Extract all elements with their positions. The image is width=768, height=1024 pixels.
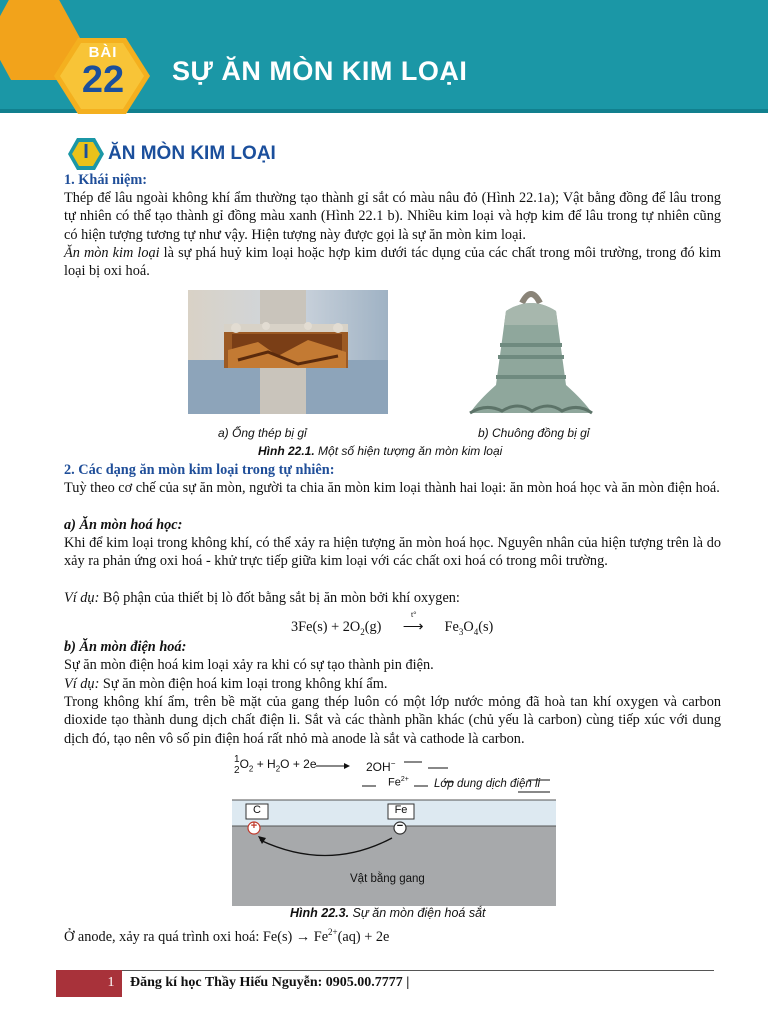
electro-definition: Sự ăn mòn điện hoá kim loại xảy ra khi có sự tạo thành pin điện. [64, 657, 434, 673]
equation-reactants: 3Fe(s) + 2O [291, 619, 361, 635]
equation-product-sub1: 3 [458, 626, 464, 637]
figure1-caption-a: a) Ống thép bị gỉ [218, 426, 307, 440]
anode-product-end: (aq) + 2e [337, 928, 390, 945]
footer-text: Đăng kí học Thầy Hiếu Nguyễn: 0905.00.7777 | [130, 975, 410, 990]
chemical-example [64, 589, 721, 607]
chemical-equation [291, 610, 494, 637]
concept-definition [64, 244, 721, 281]
electro-example-text: Sự ăn mòn điện hoá kim loại trong không khí ẩm. [99, 676, 388, 692]
definition-text: là sự phá huỷ kim loại hoặc hợp kim dưới tác dụng của các chất trong môi trường, trong đó kim loại bị oxi hoá. [64, 245, 721, 280]
equation-product-sub2: 4 [473, 626, 479, 637]
cathode-label: C [253, 804, 261, 816]
hydroxide-text: 2OH [366, 760, 391, 774]
equation-product-state: (s) [478, 619, 494, 635]
equation-arrow: t° ⟶ [402, 610, 424, 635]
anode-arrow: → [295, 928, 311, 945]
cast-iron-label: Vật bằng gang [350, 873, 425, 885]
anode-label: Fe [394, 804, 408, 816]
eq-o2: O [239, 757, 249, 772]
anode-process [64, 923, 721, 946]
types-heading: 2. Các dạng ăn mòn kim loại trong tự nhiên: [64, 462, 335, 478]
lesson-number: 22 [81, 59, 125, 101]
page-title: SỰ ĂN MÒN KIM LOẠI [172, 56, 468, 86]
equation-product: Fe [444, 619, 459, 635]
eq-o2-sub: 2 [248, 764, 254, 774]
eq-electrons: O + 2e [280, 757, 317, 772]
fraction-numerator: 1 [234, 754, 240, 765]
types-intro: Tuỳ theo cơ chế của sự ăn mòn, người ta chia ăn mòn kim loại thành hai loại: ăn mòn hoá học và ăn mòn điện hoá. [64, 480, 720, 496]
anode-product-charge: 2+ [328, 927, 338, 937]
figure1-caption [258, 444, 502, 458]
section-number: I [83, 141, 89, 163]
rusty-pipe-photo [188, 290, 388, 414]
figure3-caption [290, 906, 486, 920]
iron-ion-text: Fe [388, 776, 401, 789]
electro-example-label: Ví dụ: [64, 676, 100, 692]
figure1-caption-text: Một số hiện tượng ăn mòn kim loại [314, 444, 503, 458]
equation-state: (g) [364, 619, 382, 635]
lesson-label: BÀI [88, 44, 118, 61]
chemical-example-label: Ví dụ: [64, 590, 100, 606]
definition-term: Ăn mòn kim loại [64, 245, 160, 261]
footer-rule [56, 970, 714, 971]
figure1-label: Hình 22.1. [258, 444, 315, 458]
eq-h2o: + H [253, 757, 276, 772]
positive-terminal-icon: + [250, 820, 258, 832]
electro-text: Trong không khí ẩm, trên bề mặt của gang thép luôn có một lớp nước mỏng đã hoà tan khí oxygen và carbon dioxide tạo thành dung dịch chất điện li. Sắt và các thành phần khác (chủ yếu là carbon) cùng tiếp xúc với dung dịch đó, tạo nên vô số pin điện hoá rất nhỏ mà anode là sắt và cathode là carbon. [64, 694, 721, 747]
section-title: ĂN MÒN KIM LOẠI [108, 143, 276, 164]
equation-condition: t° [410, 610, 417, 619]
equation-product-o: O [463, 619, 474, 635]
figure3-label: Hình 22.3. [290, 906, 350, 920]
chemical-heading: a) Ăn mòn hoá học: [64, 517, 183, 533]
negative-terminal-icon: − [396, 820, 404, 832]
chemical-example-text: Bộ phận của thiết bị lò đốt bằng sắt bị ăn mòn bởi khí oxygen: [99, 590, 460, 606]
page-number: 1 [107, 975, 115, 990]
eq-h2o-sub: 2 [275, 764, 281, 774]
electro-example [64, 675, 721, 693]
concept-paragraph: Thép để lâu ngoài không khí ẩm thường tạo thành gỉ sắt có màu nâu đỏ (Hình 22.1a); Vật bằng đồng để lâu trong tự nhiên có thể tạo thành gỉ đồng màu xanh (Hình 22.1 b). Nhiều kim loại và hợp kim để lâu trong tự nhiên cũng có hiện tượng tương tự như vậy. Hiện tượng này được gọi là sự ăn mòn kim loại. [64, 190, 721, 243]
electro-heading: b) Ăn mòn điện hoá: [64, 639, 187, 655]
anode-text: Ở anode, xảy ra quá trình oxi hoá: Fe(s) [64, 928, 296, 945]
equation-subscript: 2 [360, 626, 365, 637]
electrolyte-layer-label: Lớp dung dịch điện li [434, 778, 541, 790]
anode-product: Fe [310, 928, 329, 945]
iron-ion-charge: 2+ [400, 776, 409, 783]
cathode-equation [234, 754, 317, 776]
hydroxide-charge: − [390, 759, 396, 768]
bronze-bell-photo [466, 285, 596, 419]
hydroxide-product [366, 759, 395, 774]
figure3-caption-text: Sự ăn mòn điện hoá sắt [349, 906, 486, 920]
chemical-text: Khi để kim loại trong không khí, có thể xảy ra hiện tượng ăn mòn hoá học. Nguyên nhân của hiện tượng trên là do xảy ra phản ứng oxi hoá - khử trực tiếp giữa kim loại với các chất oxi hoá có trong môi trường. [64, 535, 721, 570]
figure1-caption-b: b) Chuông đồng bị gỉ [478, 426, 590, 440]
concept-heading: 1. Khái niệm: [64, 172, 148, 188]
iron-ion [388, 776, 409, 789]
fraction-denominator: 2 [234, 765, 240, 776]
